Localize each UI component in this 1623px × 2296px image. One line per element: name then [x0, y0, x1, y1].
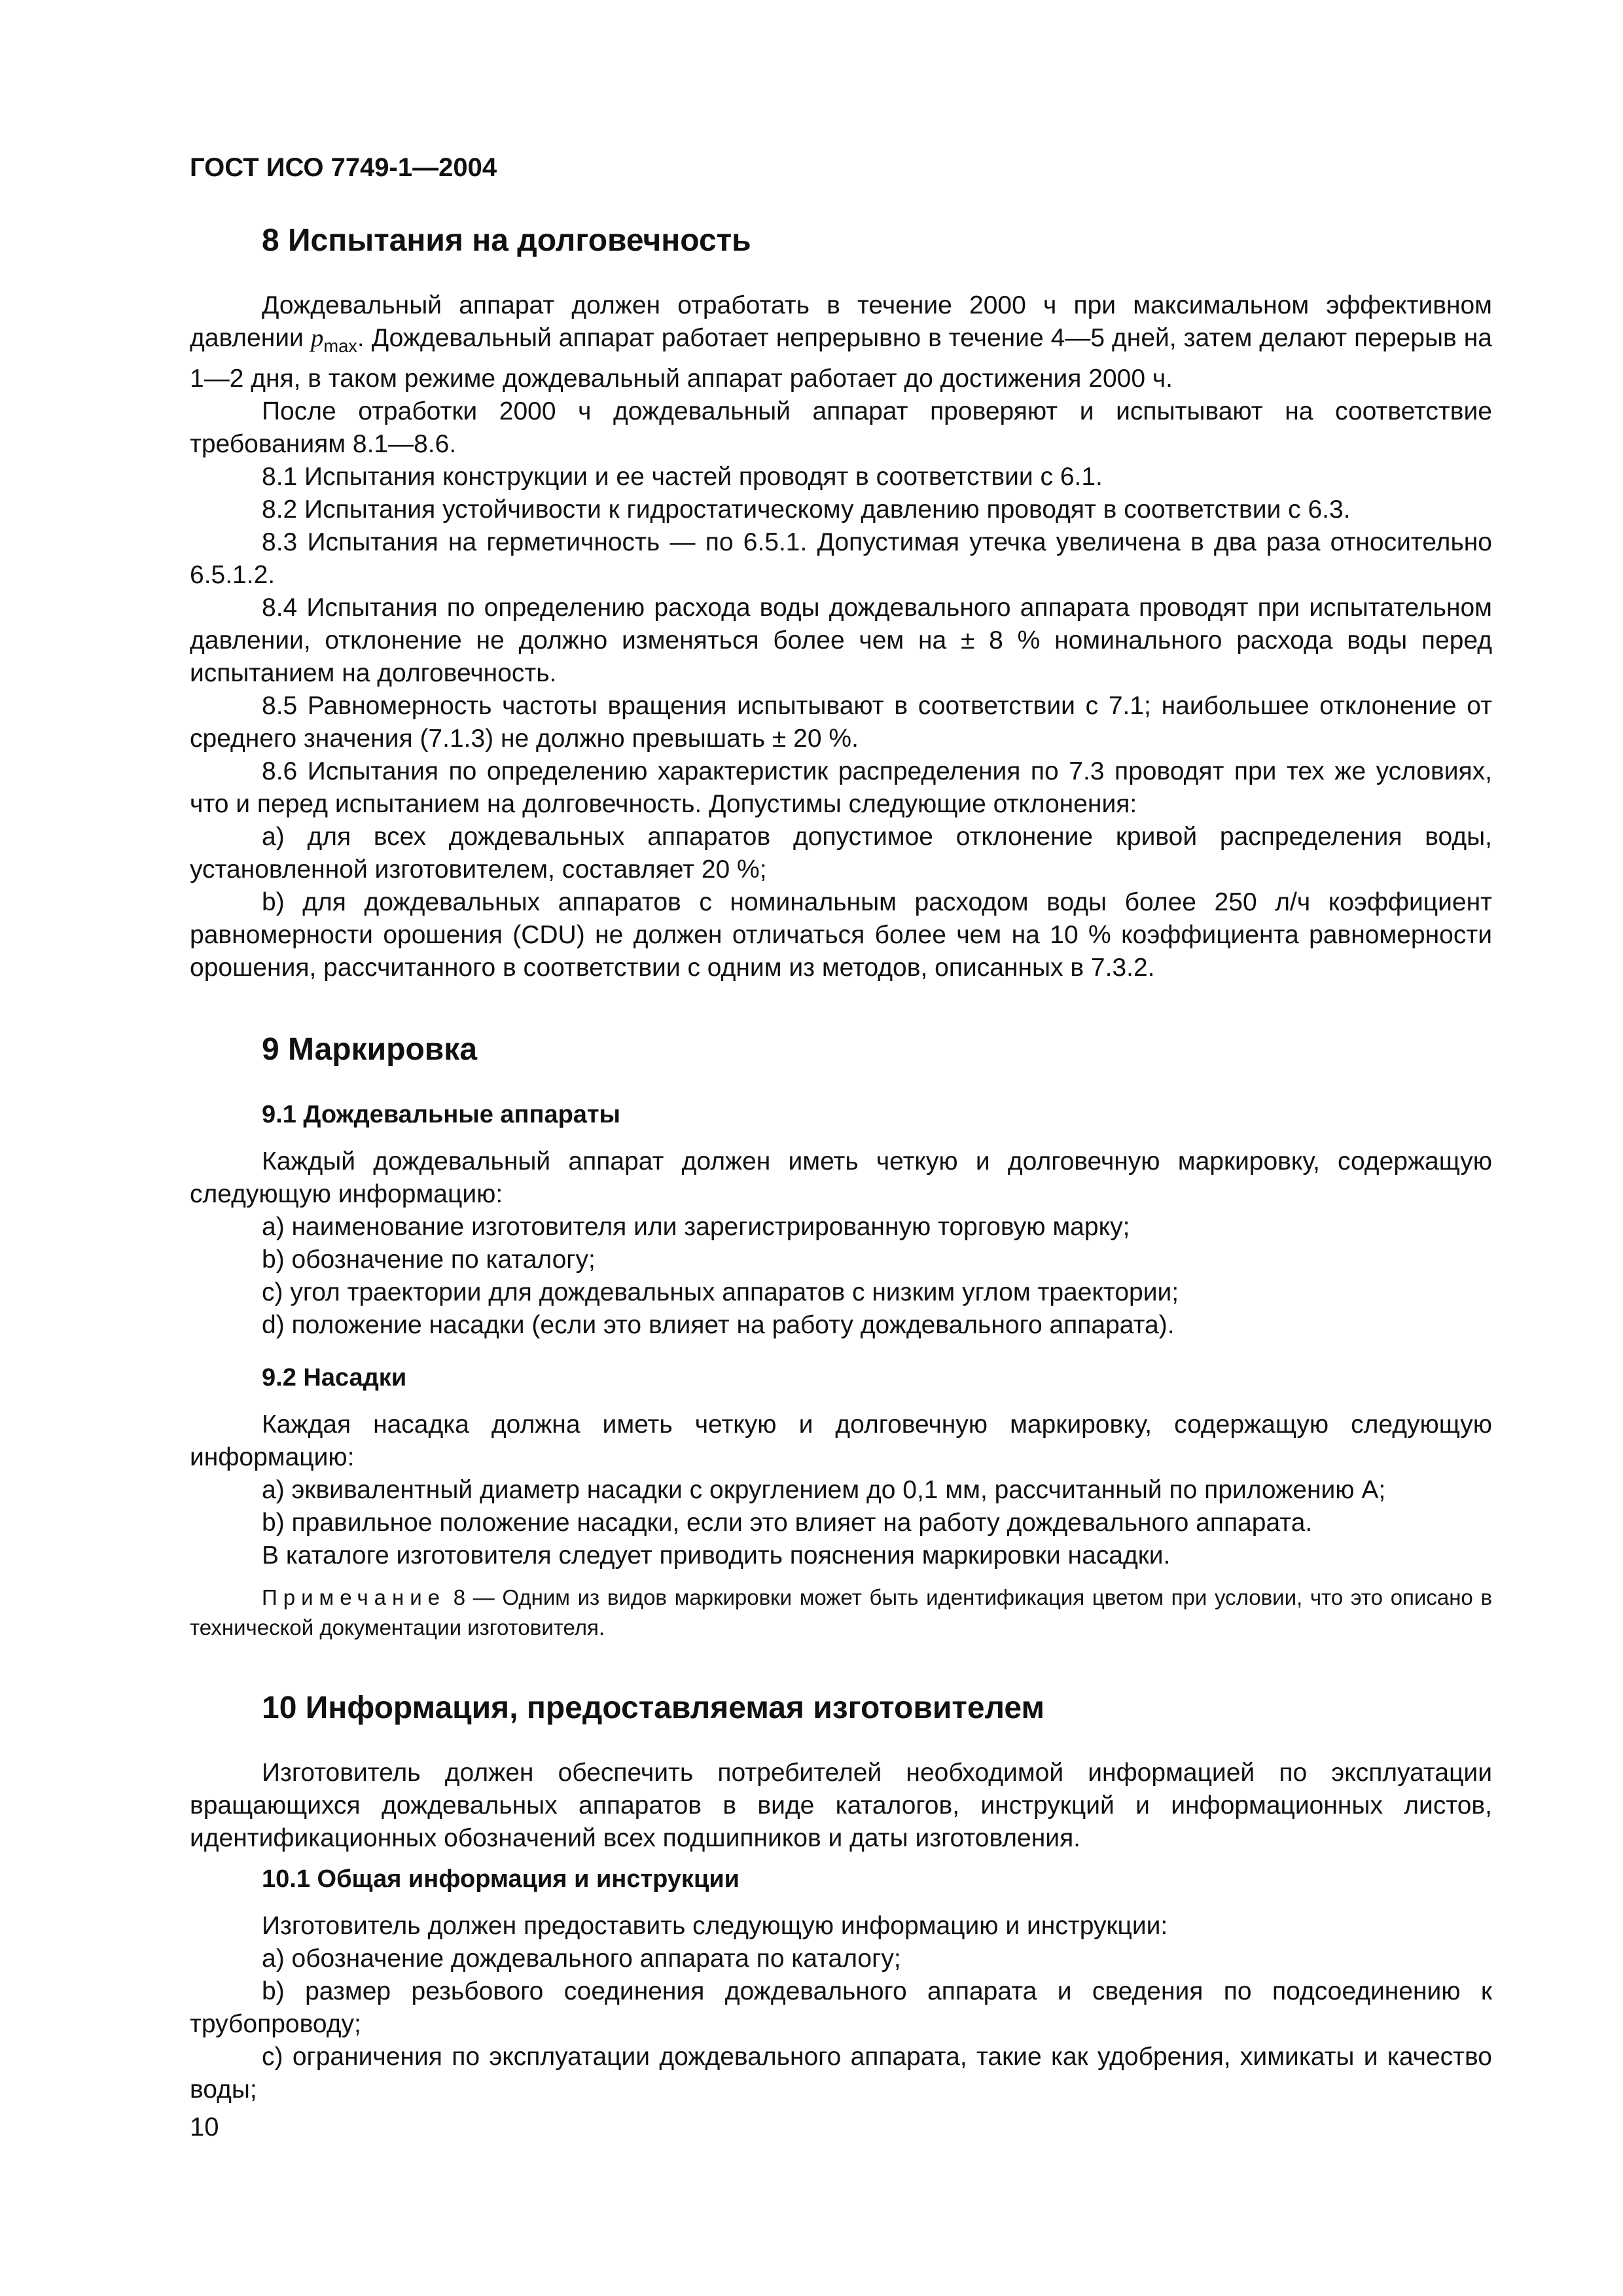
section-8-paragraph — [190, 289, 1492, 395]
section-10-title: 10 Информация, предоставляемая изготовителем — [262, 1690, 1044, 1725]
list-item: a) наименование изготовителя или зарегистрированную торговую марку; — [262, 1212, 1130, 1241]
list-item: a) для всех дождевальных аппаратов допустимое отклонение кривой распределения воды, установленной изготовителем, составляет 20 %; — [190, 822, 1492, 884]
clause-8-4: 8.4 Испытания по определению расхода воды дождевального аппарата проводят при испытательном давлении, отклонение не должно изменяться более чем на ± 8 % номинального расхода воды перед испытанием на долговечность. — [190, 593, 1492, 687]
note — [190, 1583, 1492, 1643]
note-text: 8 — Одним из видов маркировки может быть идентификация цветом при условии, что это описано в технической документации изготовителя. — [190, 1585, 1492, 1640]
section-9-title: 9 Маркировка — [262, 1031, 478, 1067]
section-8-title: 8 Испытания на долговечность — [262, 223, 751, 258]
spacer — [190, 1643, 1492, 1689]
list-item: b) правильное положение насадки, если это влияет на работу дождевального аппарата. — [262, 1508, 1313, 1537]
text-run: Дождевальный аппарат должен отработать в течение 2000 ч при максимальном эффективном давлении — [190, 291, 1492, 352]
list-item: a) эквивалентный диаметр насадки с округлением до 0,1 мм, рассчитанный по приложению А; — [262, 1475, 1386, 1504]
section-9-paragraph: Каждая насадка должна иметь четкую и долговечную маркировку, содержащую следующую информацию: — [190, 1410, 1492, 1471]
section-9-paragraph: Каждый дождевальный аппарат должен иметь четкую и долговечную маркировку, содержащую следующую информацию: — [190, 1147, 1492, 1208]
section-10-paragraph: Изготовитель должен обеспечить потребителей необходимой информацией по эксплуатации вращающихся дождевальных аппаратов в виде каталогов, инструкций и информационных листов, идентификационных обозначений всех подшипников и даты изготовления. — [190, 1758, 1492, 1852]
list-item: c) угол траектории для дождевальных аппаратов с низким углом траектории; — [262, 1278, 1179, 1306]
note-label: Примечание — [262, 1585, 446, 1609]
list-item: a) обозначение дождевального аппарата по каталогу; — [262, 1944, 901, 1973]
list-item: d) положение насадки (если это влияет на работу дождевального аппарата). — [262, 1310, 1175, 1339]
clause-8-2: 8.2 Испытания устойчивости к гидростатическому давлению проводят в соответствии с 6.3. — [262, 495, 1351, 524]
document-header: ГОСТ ИСО 7749-1—2004 — [190, 153, 497, 182]
pressure-subscript: max — [323, 335, 357, 356]
subsection-10-1-title: 10.1 Общая информация и инструкции — [262, 1865, 740, 1893]
clause-8-6: 8.6 Испытания по определению характеристик распределения по 7.3 проводят при тех же условиях, что и перед испытанием на долговечность. Допустимы следующие отклонения: — [190, 757, 1492, 818]
list-item: c) ограничения по эксплуатации дождевального аппарата, такие как удобрения, химикаты и качество воды; — [190, 2042, 1492, 2104]
section-9-paragraph: В каталоге изготовителя следует приводить пояснения маркировки насадки. — [262, 1541, 1171, 1570]
section-8-paragraph: После отработки 2000 ч дождевальный аппарат проверяют и испытывают на соответствие требованиям 8.1—8.6. — [190, 397, 1492, 458]
spacer — [190, 984, 1492, 1030]
list-item: b) для дождевальных аппаратов с номинальным расходом воды более 250 л/ч коэффициент равномерности орошения (CDU) не должен отличаться более чем на 10 % коэффициента равномерности орошения, рассчитанного в соответствии с одним из методов, описанных в 7.3.2. — [190, 888, 1492, 982]
section-10-paragraph: Изготовитель должен предоставить следующую информацию и инструкции: — [262, 1911, 1168, 1940]
pressure-symbol: p — [310, 324, 324, 352]
clause-8-3: 8.3 Испытания на герметичность — по 6.5.1. Допустимая утечка увеличена в два раза относительно 6.5.1.2. — [190, 528, 1492, 589]
page-number: 10 — [190, 2113, 219, 2142]
clause-8-5: 8.5 Равномерность частоты вращения испытывают в соответствии с 7.1; наибольшее отклонение от среднего значения (7.1.3) не должно превышать ± 20 %. — [190, 691, 1492, 753]
subsection-9-2-title: 9.2 Насадки — [262, 1363, 407, 1391]
text-run: . Дождевальный аппарат работает непрерывно в течение 4—5 дней, затем делают перерыв на 1—2 дня, в таком режиме дождевальный аппарат работает до достижения 2000 ч. — [190, 324, 1492, 393]
spacer — [190, 1342, 1492, 1361]
clause-8-1: 8.1 Испытания конструкции и ее частей проводят в соответствии с 6.1. — [262, 462, 1103, 491]
spacer — [190, 1855, 1492, 1863]
list-item: b) размер резьбового соединения дождевального аппарата и сведения по подсоединению к трубопроводу; — [190, 1977, 1492, 2038]
document-page — [190, 151, 1492, 2106]
list-item: b) обозначение по каталогу; — [262, 1245, 596, 1274]
subsection-9-1-title: 9.1 Дождевальные аппараты — [262, 1100, 620, 1128]
